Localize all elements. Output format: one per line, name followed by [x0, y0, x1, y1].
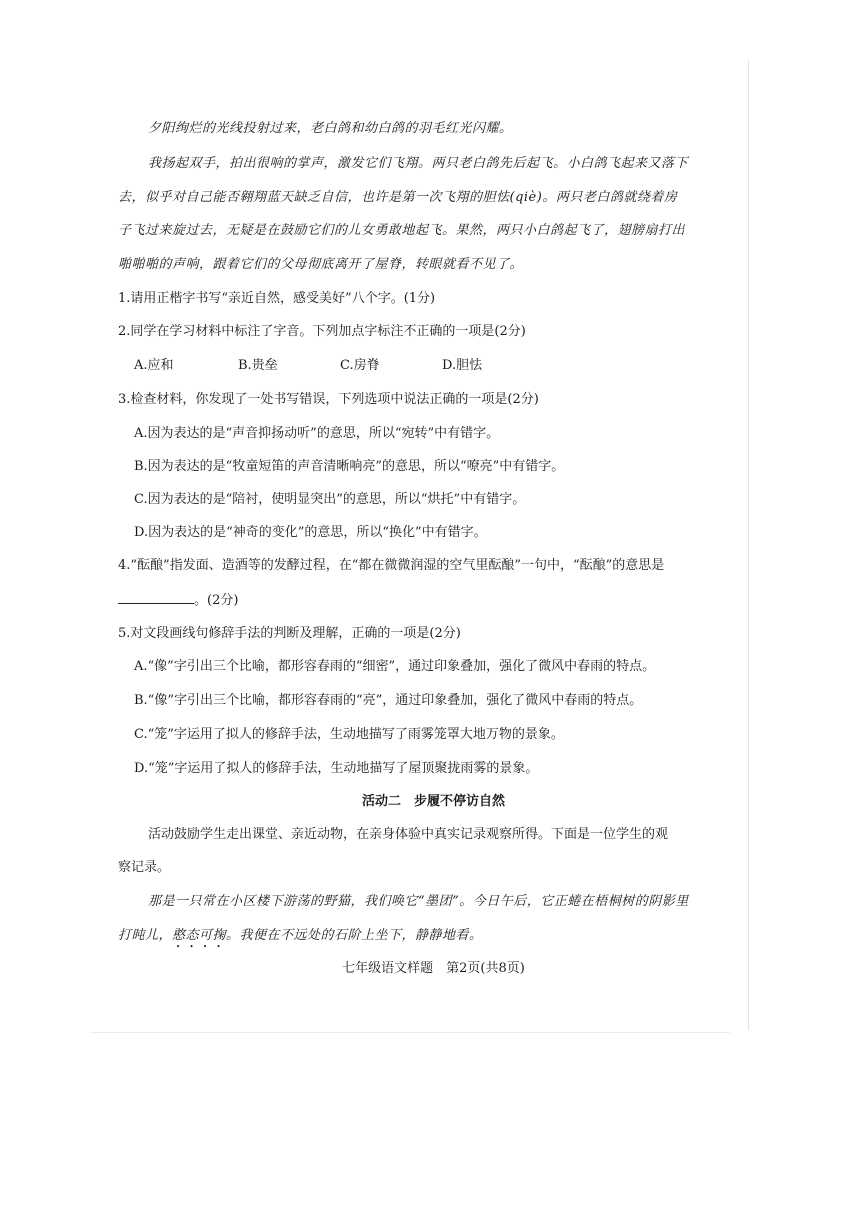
scan-border-right [748, 60, 749, 1030]
option-a[interactable]: A.应和 [134, 358, 174, 373]
question-5: 5.对文段画线句修辞手法的判断及理解，正确的一项是(2分) [118, 626, 461, 641]
option-d[interactable]: D.胆怯 [442, 358, 483, 373]
answer-blank[interactable] [118, 591, 194, 604]
observation-text: 打盹儿， [118, 928, 173, 943]
option-a[interactable]: A.“像”字引出三个比喻，都形容春雨的“细密”，通过印象叠加，强化了微风中春雨的特点。 [134, 659, 656, 674]
activity-intro: 察记录。 [118, 860, 171, 875]
question-1: 1.请用正楷字书写“亲近自然，感受美好”八个字。(1分) [118, 291, 436, 306]
option-d[interactable]: D.“笼”字运用了拟人的修辞手法，生动地描写了屋顶聚拢雨雾的景象。 [134, 761, 539, 776]
emphasized-phrase: 憨态可掬 [172, 928, 227, 943]
question-4-points: 。(2分) [194, 593, 239, 608]
option-b[interactable]: B.贵垒 [238, 358, 278, 373]
activity-title: 活动二 步履不停访自然 [361, 794, 505, 809]
observation-text: 。我便在不远处的石阶上坐下，静静地看。 [226, 928, 483, 943]
question-2-options [134, 357, 674, 375]
observation-line: 那是一只常在小区楼下游荡的野猫，我们唤它“墨团”。今日午后，它正蜷在梧桐树的阴影里 [148, 894, 689, 909]
question-4: 4.“酝酿”指发面、造酒等的发酵过程，在“都在微微润湿的空气里酝酿”一句中，“酝酿”的意思是 [118, 558, 665, 573]
passage-line: 去，似乎对自己能否翱翔蓝天缺乏自信，也许是第一次飞翔的胆怯(qiè)。两只老白鸽就绕着房 [118, 190, 678, 205]
option-b[interactable]: B.“像”字引出三个比喻，都形容春雨的“亮”，通过印象叠加，强化了微风中春雨的特点。 [134, 693, 643, 708]
option-a[interactable]: A.因为表达的是“声音抑扬动听”的意思，所以“宛转”中有错字。 [134, 426, 500, 441]
option-c[interactable]: C.房脊 [340, 358, 380, 373]
activity-intro: 活动鼓励学生走出课堂、亲近动物，在亲身体验中真实记录观察所得。下面是一位学生的观 [148, 827, 669, 842]
question-2: 2.同学在学习材料中标注了字音。下列加点字标注不正确的一项是(2分) [118, 324, 526, 339]
passage-line: 啪啪啪的声响，跟着它们的父母彻底离开了屋脊，转眼就看不见了。 [118, 257, 524, 272]
passage-line: 我扬起双手，拍出很响的掌声，激发它们飞翔。两只老白鸽先后起飞。小白鸽飞起来又落下 [148, 156, 689, 171]
option-b[interactable]: B.因为表达的是“牧童短笛的声音清晰响亮”的意思，所以“嘹亮”中有错字。 [134, 459, 565, 474]
scan-border-bottom [90, 1032, 730, 1033]
passage-line: 子飞过来旋过去，无疑是在鼓励它们的儿女勇敢地起飞。果然，两只小白鸽起飞了，翅膀扇打出 [118, 223, 686, 238]
page-footer: 七年级语文样题 第2页(共8页) [342, 961, 525, 976]
option-d[interactable]: D.因为表达的是“神奇的变化”的意思，所以“换化”中有错字。 [134, 525, 487, 540]
question-4-answer-row [118, 591, 658, 610]
option-c[interactable]: C.“笼”字运用了拟人的修辞手法，生动地描写了雨雾笼罩大地万物的景象。 [134, 727, 564, 742]
question-3: 3.检查材料，你发现了一处书写错误，下列选项中说法正确的一项是(2分) [118, 392, 539, 407]
observation-line [118, 927, 658, 951]
passage-line: 夕阳绚烂的光线投射过来，老白鸽和幼白鸽的羽毛红光闪耀。 [148, 121, 513, 136]
option-c[interactable]: C.因为表达的是“陪衬，使明显突出”的意思，所以“烘托”中有错字。 [134, 492, 526, 507]
